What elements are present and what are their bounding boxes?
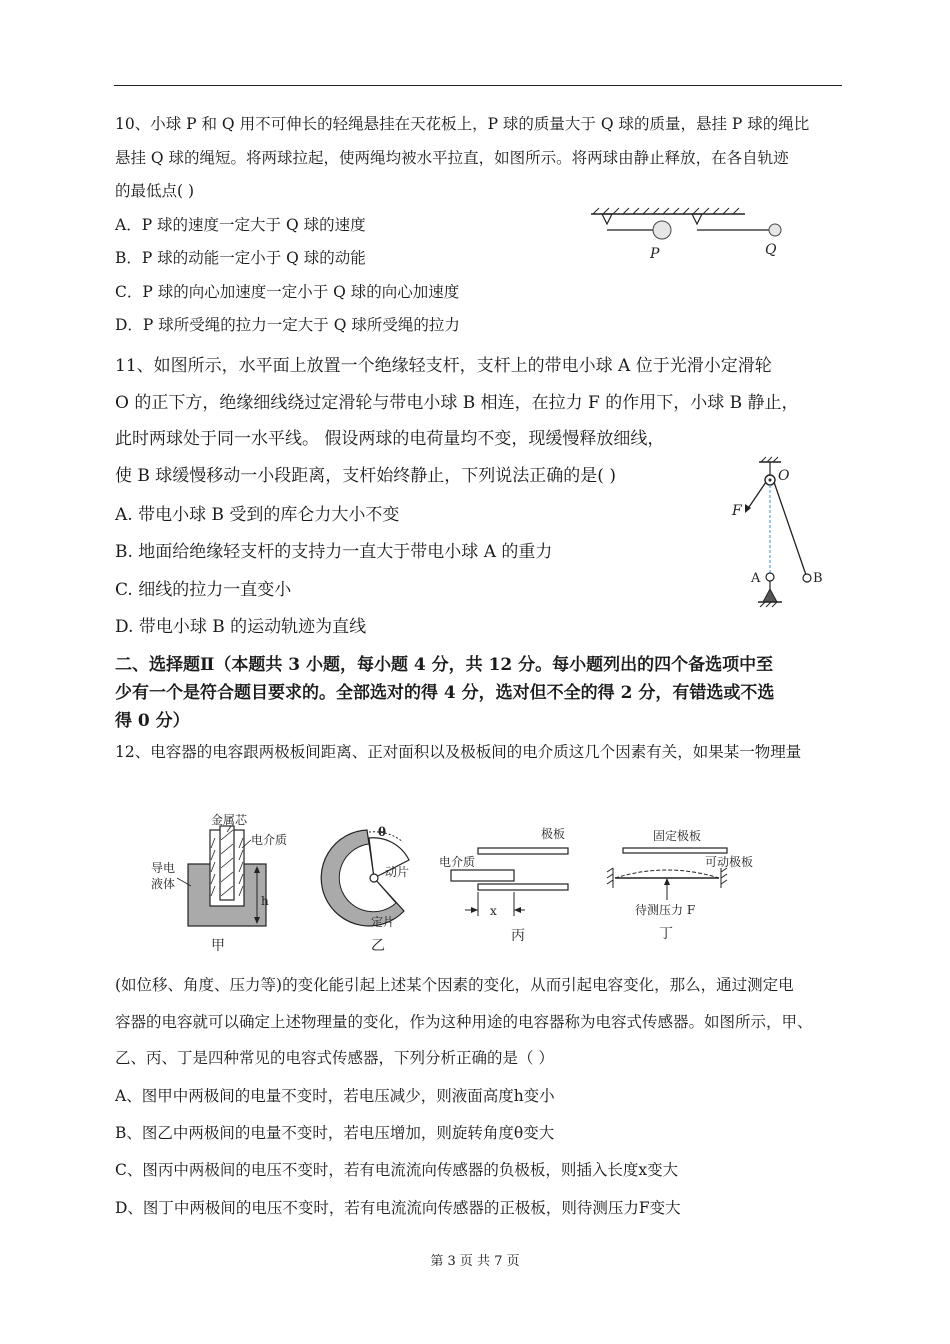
pivot-p [602,214,612,224]
ceiling-hatch [593,208,739,214]
q11-stem-2: O 的正下方，绝缘细线绕过定滑轮与带电小球 B 相连，在拉力 F 的作用下，小球 B 静止， [115,393,799,413]
caption-yi: 乙 [371,938,385,954]
q11-stem-3: 此时两球处于同一水平线。 假设两球的电荷量均不变，现缓慢释放细线， [115,429,665,449]
q11-option-a: A. 带电小球 B 受到的库仑力大小不变 [115,505,400,525]
ball-b [803,574,811,582]
caption-jia: 甲 [211,938,225,954]
q11-stem-4: 使 B 球缓慢移动一小段距离，支杆始终静止，下列说法正确的是( ) [115,466,616,486]
pivot-q [692,214,702,224]
q12-option-b: B、图乙中两极间的电量不变时，若电压增加，则旋转角度θ变大 [115,1124,555,1142]
plate-label: 极板 [541,827,566,841]
section2-line-2: 少有一个是符合题目要求的。全部选对的得 4 分，选对但不全的得 2 分，有错选或不选 [115,683,775,703]
bottom-plate [478,884,568,890]
ball-q [769,224,781,236]
q10-stem-1: 10、小球 P 和 Q 用不可伸长的轻绳悬挂在天花板上，P 球的质量大于 Q 球的质量，悬挂 P 球的绳比 [115,115,810,133]
force-label: 待测压力 F [635,903,696,917]
q12-figure [145,808,795,958]
deflected-plate [615,870,719,878]
string-pull [747,482,766,510]
q10-option-d: D．P 球所受绳的拉力一定大于 Q 球所受绳的拉力 [115,316,460,334]
q11-option-b: B. 地面给绝缘轻支杆的支持力一直大于带电小球 A 的重力 [115,542,553,562]
liquid-label-2: 液体 [151,877,176,891]
string-ob [774,482,806,575]
page-footer: 第 3 页 共 7 页 [430,1254,520,1269]
x-label: x [490,904,497,918]
movable-plate-label: 可动极板 [705,855,754,869]
label-f: F [732,503,742,519]
q10-figure [585,200,777,270]
force-arrowhead [664,878,670,885]
q12-stem-4: 乙、丙、丁是四种常见的电容式传感器，下列分析正确的是（ ） [115,1049,554,1067]
header-rule [114,85,842,86]
q10-stem-3: 的最低点( ) [115,182,195,200]
fixed-plate-label: 固定极板 [653,829,702,843]
figure-yi [321,825,409,954]
q12-option-c: C、图丙中两极间的电压不变时，若有电流流向传感器的负极板，则插入长度x变大 [115,1161,679,1179]
section2-line-3: 得 0 分） [115,711,190,731]
q10-stem-2: 悬挂 Q 球的绳短。将两球拉起，使两绳均被水平拉直，如图所示。将两球由静止释放，在各自轨迹 [115,149,789,167]
figure-ding [607,828,753,942]
liquid-label: 导电 [151,861,176,875]
rotation-axis [370,874,378,882]
ball-p [653,221,671,239]
q10-option-c: C．P 球的向心加速度一定小于 Q 球的向心加速度 [115,283,460,301]
section2-line-1: 二、选择题Ⅱ（本题共 3 小题，每小题 4 分，共 12 分。每小题列出的四个备选项中至 [115,655,774,675]
caption-bing: 丙 [511,928,525,944]
metal-core-label: 金属芯 [211,813,248,827]
top-plate [478,848,568,854]
fixed-plate-ding [623,848,727,853]
theta-label: θ [378,825,387,839]
ball-a [766,573,774,581]
q12-stem-2: (如位移、角度、压力等)的变化能引起上述某个因素的变化，从而引起电容变化，那么，通过测定电 [115,976,794,994]
moving-label: 动片 [385,865,410,879]
figure-jia [151,812,287,954]
dielectric-slab [451,870,514,881]
rod-base [763,589,777,602]
figure-bing [439,826,568,944]
left-clamp [607,868,613,888]
q12-option-a: A、图甲中两极间的电量不变时，若电压减少，则液面高度h变小 [115,1087,555,1105]
q12-option-d: D、图丁中两极间的电压不变时，若有电流流向传感器的正极板，则待测压力F变大 [115,1199,681,1217]
pulley-axle [769,479,772,482]
q11-stem-1: 11、如图所示，水平面上放置一个绝缘轻支杆，支杆上的带电小球 A 位于光滑小定滑轮 [115,356,772,376]
label-b: B [813,571,823,586]
dielectric-label-bing: 电介质 [439,855,476,869]
dielectric-label: 电介质 [251,833,288,847]
label-q: Q [765,242,777,258]
label-a: A [751,571,761,586]
q10-option-a: A．P 球的速度一定大于 Q 球的速度 [115,216,366,234]
q11-option-d: D. 带电小球 B 的运动轨迹为直线 [115,617,367,637]
q11-figure [725,452,835,614]
caption-ding: 丁 [659,926,673,942]
q10-option-b: B．P 球的动能一定小于 Q 球的动能 [115,249,366,267]
q11-option-c: C. 细线的拉力一直变小 [115,580,292,600]
label-o: O [778,468,790,484]
right-clamp [721,868,727,888]
ground-hatch [760,602,777,607]
q12-stem-1: 12、电容器的电容跟两极板间距离、正对面积以及极板间的电介质这几个因素有关，如果某一物理量 [115,743,802,761]
label-p: P [650,246,660,262]
h-label: h [261,894,269,908]
fixed-label: 定片 [371,915,396,929]
q12-stem-3: 容器的电容就可以确定上述物理量的变化，作为这种用途的电容器称为电容式传感器。如图所示，甲、 [115,1013,813,1031]
